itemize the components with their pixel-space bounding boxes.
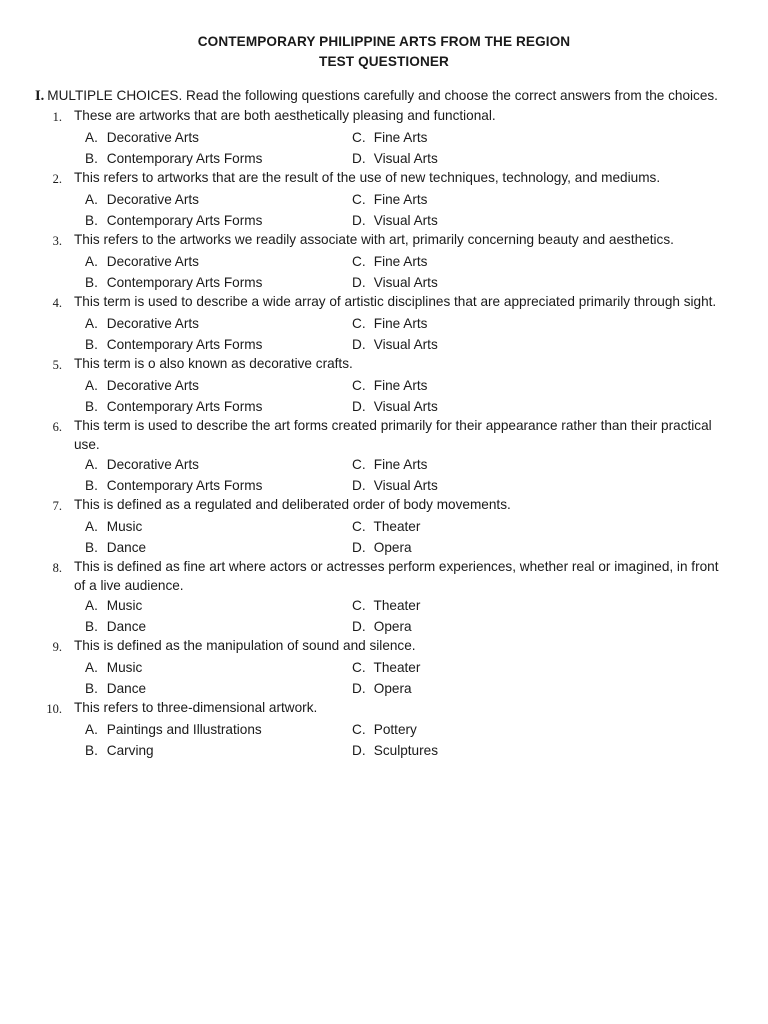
answer-choice [352, 272, 652, 293]
choice-letter: B. [85, 337, 98, 352]
question-item [0, 699, 768, 761]
choice-letter: B. [85, 681, 98, 696]
choice-letter: D. [352, 478, 366, 493]
answer-choice [85, 719, 352, 740]
choice-text: Music [106, 660, 143, 675]
instruction-text: MULTIPLE CHOICES. Read the following questions carefully and choose the correct answers from the choices. [47, 88, 718, 103]
question-number: 4. [52, 296, 62, 310]
question-text: These are artworks that are both aesthetically pleasing and functional. [74, 108, 496, 123]
choice-letter: A. [85, 519, 98, 534]
choice-text: Fine Arts [373, 457, 428, 472]
choice-letter: D. [352, 213, 366, 228]
answer-choices [85, 595, 768, 637]
question-text: This term is used to describe the art forms created primarily for their appearance rather than their practical use. [74, 418, 712, 452]
answer-choice [352, 657, 652, 678]
answer-choice [352, 678, 652, 699]
answer-choices [85, 516, 768, 558]
choice-letter: A. [85, 316, 98, 331]
answer-choice [85, 516, 352, 537]
choice-letter: A. [85, 660, 98, 675]
question-list [0, 107, 768, 761]
choice-letter: C. [352, 130, 366, 145]
answer-choices [85, 313, 768, 355]
choice-text: Contemporary Arts Forms [106, 275, 263, 290]
choice-text: Visual Arts [373, 151, 438, 166]
question-number: 8. [52, 561, 62, 575]
choice-letter: B. [85, 743, 98, 758]
choice-letter: C. [352, 316, 366, 331]
choice-letter: B. [85, 213, 98, 228]
choice-letter: B. [85, 275, 98, 290]
answer-choice [85, 148, 352, 169]
answer-choice [352, 251, 652, 272]
choice-text: Music [106, 519, 143, 534]
choice-text: Fine Arts [373, 316, 428, 331]
choice-letter: D. [352, 619, 366, 634]
choice-text: Pottery [373, 722, 417, 737]
answer-choice [352, 719, 652, 740]
answer-choices [85, 189, 768, 231]
question-text: This refers to artworks that are the result of the use of new techniques, technology, and mediums. [74, 170, 661, 185]
answer-choice [85, 189, 352, 210]
answer-choice [85, 313, 352, 334]
choice-letter: D. [352, 681, 366, 696]
question-number: 7. [52, 499, 62, 513]
choice-text: Fine Arts [373, 130, 428, 145]
question-line [0, 355, 768, 375]
question-text: This is defined as a regulated and deliberated order of body movements. [74, 497, 511, 512]
answer-choice [85, 251, 352, 272]
choice-text: Visual Arts [373, 399, 438, 414]
answer-choice [352, 148, 652, 169]
question-item [0, 417, 768, 496]
answer-choices [85, 375, 768, 417]
answer-choice [352, 616, 652, 637]
document-subtitle: TEST QUESTIONER [319, 54, 449, 69]
choice-letter: C. [352, 378, 366, 393]
document-title: CONTEMPORARY PHILIPPINE ARTS FROM THE REGION [197, 34, 571, 49]
choice-text: Dance [106, 681, 147, 696]
question-text: This refers to three-dimensional artwork. [74, 700, 318, 715]
choice-text: Visual Arts [373, 478, 438, 493]
question-text: This term is o also known as decorative crafts. [74, 356, 353, 371]
choice-text: Fine Arts [373, 254, 428, 269]
answer-choice [352, 516, 652, 537]
question-item [0, 231, 768, 293]
choice-text: Contemporary Arts Forms [106, 399, 263, 414]
choice-text: Theater [373, 660, 421, 675]
question-line [0, 107, 768, 127]
answer-choice [85, 375, 352, 396]
choice-text: Contemporary Arts Forms [106, 151, 263, 166]
choice-letter: A. [85, 598, 98, 613]
answer-choice [85, 740, 352, 761]
question-line [0, 637, 768, 657]
choice-letter: C. [352, 660, 366, 675]
question-number: 1. [52, 110, 62, 124]
question-item [0, 169, 768, 231]
choice-text: Visual Arts [373, 275, 438, 290]
answer-choice [85, 334, 352, 355]
choice-letter: C. [352, 722, 366, 737]
question-item [0, 293, 768, 355]
answer-choice [85, 396, 352, 417]
choice-letter: C. [352, 457, 366, 472]
answer-choices [85, 454, 768, 496]
answer-choice [85, 657, 352, 678]
answer-choice [85, 678, 352, 699]
question-line [0, 496, 768, 516]
answer-choice [352, 189, 652, 210]
choice-letter: C. [352, 192, 366, 207]
question-item [0, 558, 768, 637]
choice-text: Decorative Arts [106, 457, 199, 472]
section-numeral: I. [35, 88, 45, 104]
choice-letter: A. [85, 722, 98, 737]
question-number: 5. [52, 358, 62, 372]
answer-choices [85, 719, 768, 761]
question-item [0, 637, 768, 699]
section-instruction [35, 88, 718, 105]
choice-text: Contemporary Arts Forms [106, 337, 263, 352]
question-line [0, 558, 768, 595]
choice-text: Opera [373, 681, 412, 696]
question-number: 9. [52, 640, 62, 654]
choice-letter: B. [85, 619, 98, 634]
question-text: This is defined as the manipulation of sound and silence. [74, 638, 416, 653]
choice-letter: B. [85, 478, 98, 493]
answer-choice [352, 740, 652, 761]
choice-letter: A. [85, 457, 98, 472]
choice-letter: D. [352, 540, 366, 555]
question-item [0, 107, 768, 169]
question-number: 10. [46, 702, 62, 716]
choice-letter: D. [352, 275, 366, 290]
question-text: This refers to the artworks we readily associate with art, primarily concerning beauty and aesthetics. [74, 232, 674, 247]
choice-letter: A. [85, 378, 98, 393]
choice-text: Decorative Arts [106, 192, 199, 207]
answer-choice [352, 595, 652, 616]
choice-letter: D. [352, 337, 366, 352]
choice-letter: A. [85, 192, 98, 207]
answer-choice [85, 127, 352, 148]
question-text: This is defined as fine art where actors or actresses perform experiences, whether real or imagined, in front of a live audience. [74, 559, 719, 593]
choice-text: Contemporary Arts Forms [106, 478, 263, 493]
choice-letter: A. [85, 254, 98, 269]
choice-text: Dance [106, 619, 147, 634]
answer-choice [85, 210, 352, 231]
choice-letter: C. [352, 254, 366, 269]
answer-choice [352, 127, 652, 148]
choice-letter: A. [85, 130, 98, 145]
choice-text: Music [106, 598, 143, 613]
choice-text: Contemporary Arts Forms [106, 213, 263, 228]
choice-text: Fine Arts [373, 192, 428, 207]
choice-letter: D. [352, 743, 366, 758]
question-line [0, 417, 768, 454]
choice-letter: B. [85, 151, 98, 166]
answer-choice [352, 334, 652, 355]
choice-text: Theater [373, 598, 421, 613]
choice-letter: C. [352, 598, 366, 613]
question-number: 3. [52, 234, 62, 248]
choice-letter: B. [85, 399, 98, 414]
answer-choice [85, 616, 352, 637]
answer-choices [85, 251, 768, 293]
question-line [0, 699, 768, 719]
choice-text: Dance [106, 540, 147, 555]
question-item [0, 355, 768, 417]
question-line [0, 293, 768, 313]
choice-text: Opera [373, 540, 412, 555]
choice-text: Decorative Arts [106, 130, 199, 145]
question-number: 6. [52, 420, 62, 434]
choice-text: Opera [373, 619, 412, 634]
question-item [0, 496, 768, 558]
choice-text: Fine Arts [373, 378, 428, 393]
answer-choice [352, 313, 652, 334]
choice-text: Sculptures [373, 743, 439, 758]
answer-choice [352, 475, 652, 496]
question-line [0, 231, 768, 251]
choice-text: Decorative Arts [106, 254, 199, 269]
question-number: 2. [52, 172, 62, 186]
answer-choices [85, 657, 768, 699]
answer-choice [352, 454, 652, 475]
answer-choice [352, 396, 652, 417]
choice-text: Visual Arts [373, 213, 438, 228]
choice-text: Theater [373, 519, 421, 534]
answer-choice [85, 475, 352, 496]
choice-letter: B. [85, 540, 98, 555]
choice-letter: D. [352, 399, 366, 414]
answer-choice [85, 537, 352, 558]
answer-choice [352, 537, 652, 558]
question-text: This term is used to describe a wide array of artistic disciplines that are appreciated primarily through sight. [74, 294, 717, 309]
answer-choice [85, 272, 352, 293]
answer-choice [85, 454, 352, 475]
question-line [0, 169, 768, 189]
answer-choice [85, 595, 352, 616]
choice-text: Decorative Arts [106, 316, 199, 331]
answer-choice [352, 210, 652, 231]
answer-choices [85, 127, 768, 169]
choice-text: Visual Arts [373, 337, 438, 352]
answer-choice [352, 375, 652, 396]
choice-letter: C. [352, 519, 366, 534]
choice-letter: D. [352, 151, 366, 166]
choice-text: Paintings and Illustrations [106, 722, 262, 737]
choice-text: Decorative Arts [106, 378, 199, 393]
choice-text: Carving [106, 743, 154, 758]
